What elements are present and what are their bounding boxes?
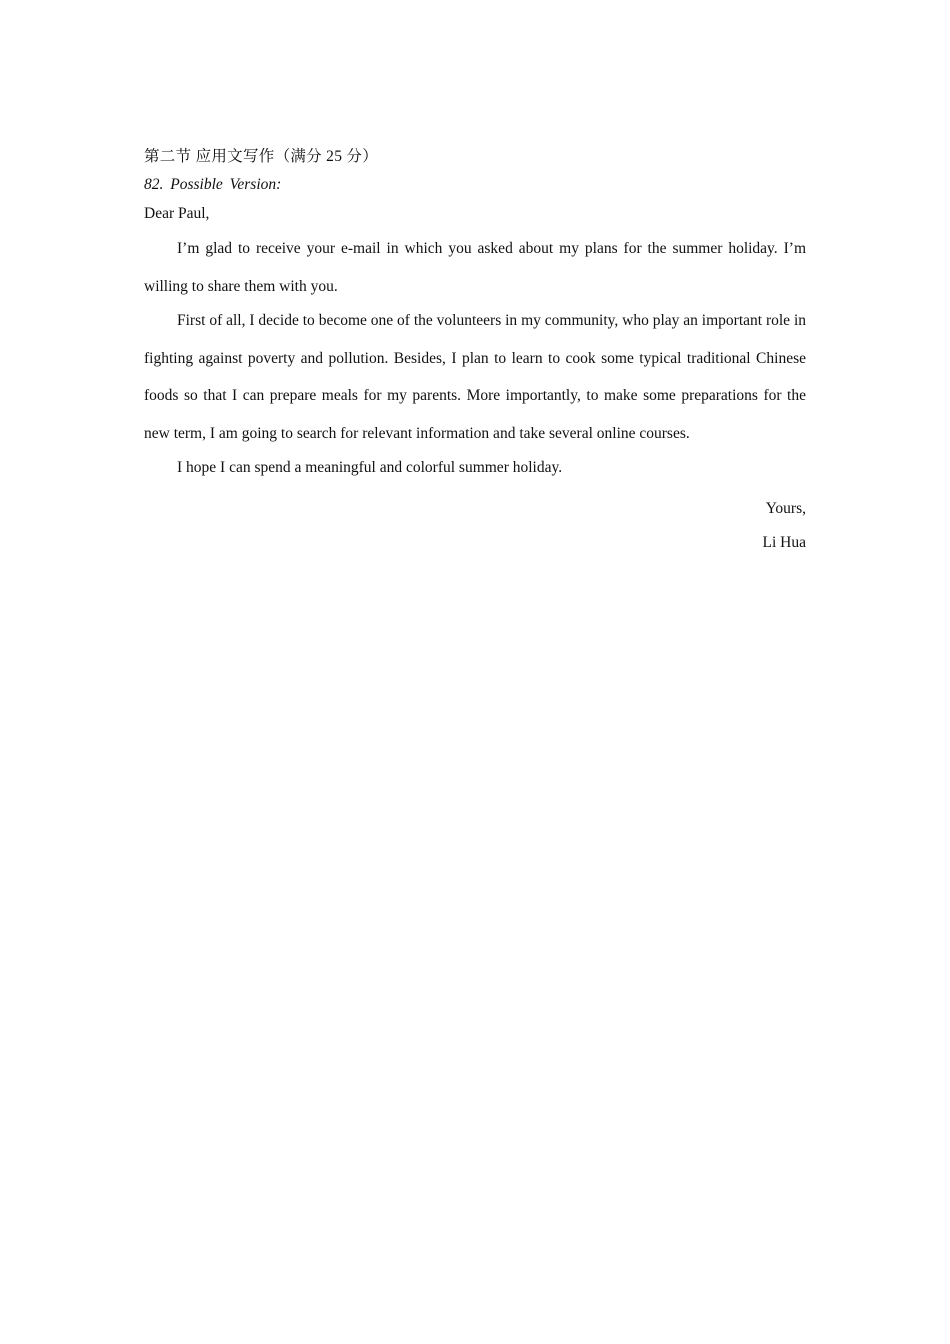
letter-paragraph-3: I hope I can spend a meaningful and colorful summer holiday. bbox=[177, 459, 563, 476]
letter-paragraph-1: I’m glad to receive your e-mail in which you asked about my plans for the summer holiday. I’m willing to share them with you. bbox=[144, 240, 806, 295]
letter-paragraph-2: First of all, I decide to become one of the volunteers in my community, who play an important role in fighting against poverty and pollution. Besides, I plan to learn to cook some typical traditional Chinese foods so that I can prepare meals for my parents. More importantly, to make some preparations for the new term, I am going to search for relevant information and take several online courses. bbox=[144, 312, 806, 442]
section-title: 第二节 应用文写作（满分 25 分） bbox=[144, 148, 379, 165]
answer-content bbox=[144, 145, 806, 555]
letter-closing: Yours, bbox=[765, 499, 806, 517]
version-label: 82. Possible Version: bbox=[144, 176, 282, 193]
letter-greeting: Dear Paul, bbox=[144, 205, 210, 222]
letter-signature: Li Hua bbox=[762, 533, 806, 551]
